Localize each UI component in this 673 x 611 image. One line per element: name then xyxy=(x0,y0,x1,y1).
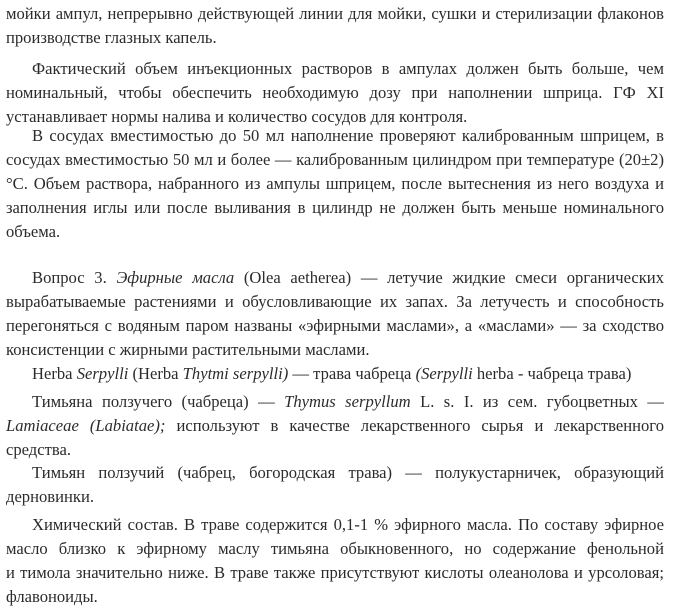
text-line xyxy=(6,414,664,438)
text-run: — трава чабреца xyxy=(288,364,416,383)
text-line: флавоноиды. xyxy=(6,587,98,606)
text-line: Химический состав. В траве содержится 0,1-1 % эфирного масла. По составу эфирное xyxy=(32,515,664,534)
text-run: L. s. I. из сем. губоцветных — xyxy=(410,392,664,411)
text-run: herba - чабреца трава) xyxy=(472,364,632,383)
text-line: мойки ампул, непрерывно действующей линии для мойки, сушки и стерилизации флаконов xyxy=(6,4,664,23)
text-line: объема. xyxy=(6,222,61,241)
text-line: производстве глазных капель. xyxy=(6,28,217,47)
text-line: сосудах вместимостью 50 мл и более — калиброванным цилиндром при температуре (20±2) xyxy=(6,150,664,169)
question-label: Вопрос 3. xyxy=(32,268,117,287)
paragraph-question-3 xyxy=(6,266,664,362)
paragraph-herba-serpylli xyxy=(6,362,664,386)
term-essential-oils: Эфирные масла xyxy=(116,268,235,287)
text-run: (Herba xyxy=(128,364,183,383)
paragraph-washing xyxy=(6,2,664,50)
text-line: и тимола значительно ниже. В траве также присутствуют кислоты олеанолова и урсоловая; xyxy=(6,563,664,582)
text-run: используют в качестве лекарственного сырья и лекарственного xyxy=(165,416,664,435)
text-line: устанавливает нормы налива и количество сосудов для контроля. xyxy=(6,107,468,126)
paragraph-vessels xyxy=(6,124,664,244)
text-line: Тимьян ползучий (чабрец, богородская трава) — полукустарничек, образующий xyxy=(32,463,664,482)
paragraph-chemical-composition xyxy=(6,513,664,609)
text-run: Herba xyxy=(32,364,77,383)
text-line: перегоняться с водяным паром названы «эфирными маслами», а «маслами» — за сходство xyxy=(6,316,664,335)
text-line: Фактический объем инъекционных растворов в ампулах должен быть больше, чем xyxy=(32,59,664,78)
paragraph-thyme-description xyxy=(6,461,664,509)
latin-term: Lamiaceae (Labiatae); xyxy=(6,416,166,435)
text-line: дерновинки. xyxy=(6,487,94,506)
paragraph-actual-volume xyxy=(6,57,664,129)
text-line xyxy=(6,266,664,290)
text-line: В сосудах вместимостью до 50 мл наполнение проверяют калиброванным шприцем, в xyxy=(32,126,664,145)
text-run: (Olea aetherea) — летучие жидкие смеси органических xyxy=(243,268,664,287)
text-line: масло близко к эфирному маслу тимьяна обыкновенного, но содержание фенольной xyxy=(6,539,664,558)
text-line: вырабатываемые растениями и обусловливающие их запах. За летучесть и способность xyxy=(6,292,664,311)
paragraph-thymus xyxy=(6,390,664,462)
text-line: средства. xyxy=(6,440,71,459)
text-line xyxy=(6,390,664,414)
text-line: номинальный, чтобы обеспечить необходимую дозу при наполнении шприца. ГФ XI xyxy=(6,83,664,102)
latin-term: Thymus serpyllum xyxy=(284,392,411,411)
text-line: консистенции с жирными растительными маслами. xyxy=(6,340,370,359)
latin-term: (Serpylli xyxy=(415,364,473,383)
latin-term: Serpylli xyxy=(76,364,129,383)
text-line: заполнения иглы или после выливания в цилиндр не должен быть меньше номинального xyxy=(6,198,664,217)
text-line: °С. Объем раствора, набранного из ампулы шприцем, после вытеснения из него воздуха и xyxy=(6,174,664,193)
text-line xyxy=(6,362,664,386)
latin-term: Thytmi serpylli) xyxy=(182,364,289,383)
text-run: Тимьяна ползучего (чабреца) — xyxy=(32,392,285,411)
